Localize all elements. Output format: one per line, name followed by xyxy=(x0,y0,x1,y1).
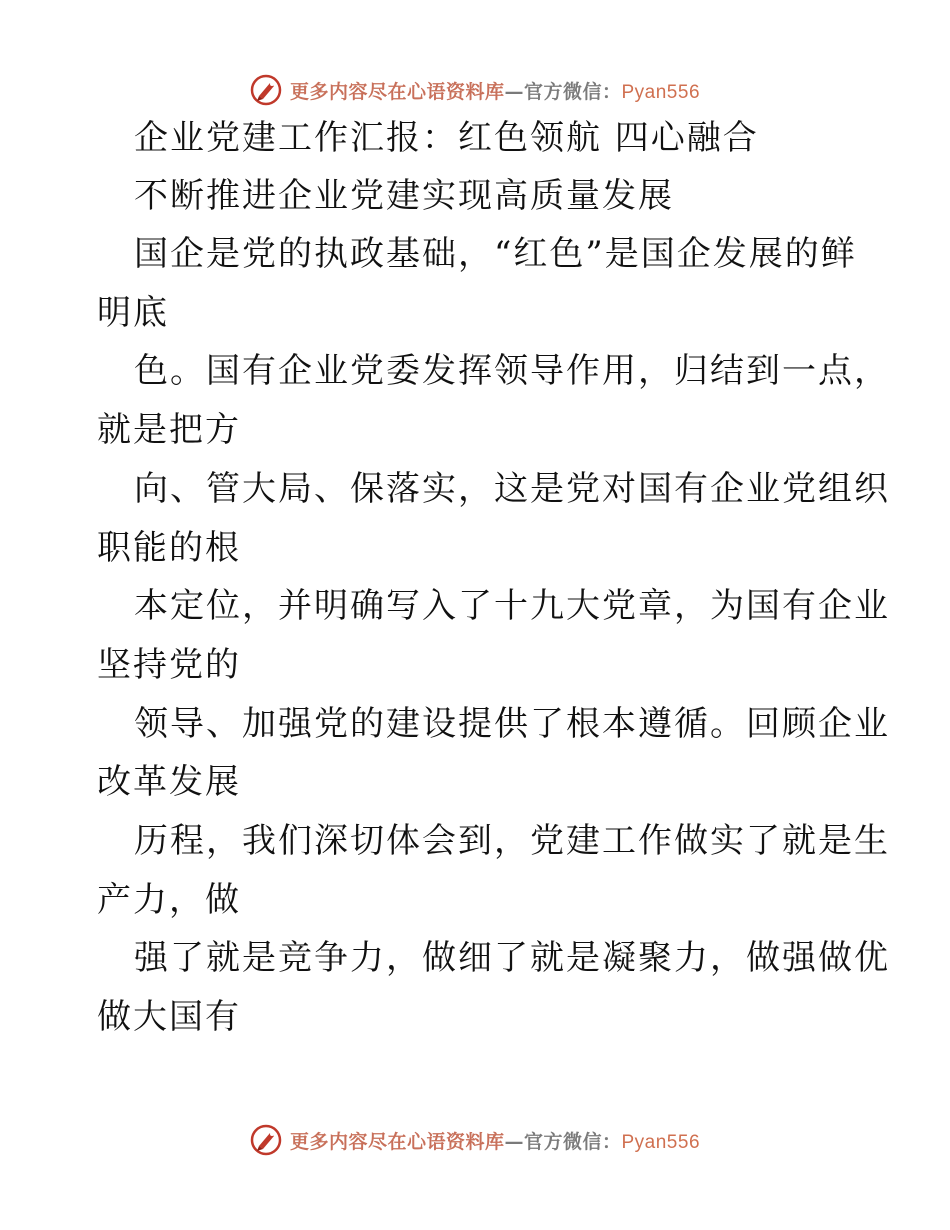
doc-line: 色。国有企业党委发挥领导作用，归结到一点， xyxy=(134,351,890,391)
doc-title-line: 企业党建工作汇报：红色领航 四心融合 xyxy=(134,118,759,158)
header-banner xyxy=(0,70,950,110)
doc-line: 产力，做 xyxy=(97,880,241,920)
doc-line: 向、管大局、保落实，这是党对国有企业党组织 xyxy=(134,469,890,509)
doc-line: 就是把方 xyxy=(97,410,241,450)
banner-dash: — xyxy=(504,80,524,103)
doc-subtitle-line: 不断推进企业党建实现高质量发展 xyxy=(134,176,674,216)
doc-line: 做大国有 xyxy=(97,997,241,1037)
doc-line: 历程，我们深切体会到，党建工作做实了就是生 xyxy=(134,821,890,861)
doc-line: 改革发展 xyxy=(97,762,241,802)
doc-line: 坚持党的 xyxy=(97,645,241,685)
pen-logo-icon xyxy=(250,74,282,106)
doc-line: 职能的根 xyxy=(97,528,241,568)
banner-text: 更多内容尽在心语资料库 xyxy=(289,80,505,103)
doc-line: 明底 xyxy=(97,293,169,333)
pen-logo-icon xyxy=(250,1124,282,1156)
banner-wechat-id: Pyan556 xyxy=(621,1131,701,1153)
banner-wechat-label: 官方微信： xyxy=(523,80,622,103)
banner-wechat-id: Pyan556 xyxy=(621,81,701,103)
doc-line: 本定位，并明确写入了十九大党章，为国有企业 xyxy=(134,586,890,626)
banner-wechat-label: 官方微信： xyxy=(523,1130,622,1153)
banner-dash: — xyxy=(504,1130,524,1153)
banner-text: 更多内容尽在心语资料库 xyxy=(289,1130,505,1153)
doc-line: 强了就是竞争力，做细了就是凝聚力，做强做优 xyxy=(134,938,890,978)
doc-line: 国企是党的执政基础，“红色”是国企发展的鲜 xyxy=(134,234,857,274)
doc-line: 领导、加强党的建设提供了根本遵循。回顾企业 xyxy=(134,704,890,744)
footer-banner xyxy=(0,1120,950,1160)
